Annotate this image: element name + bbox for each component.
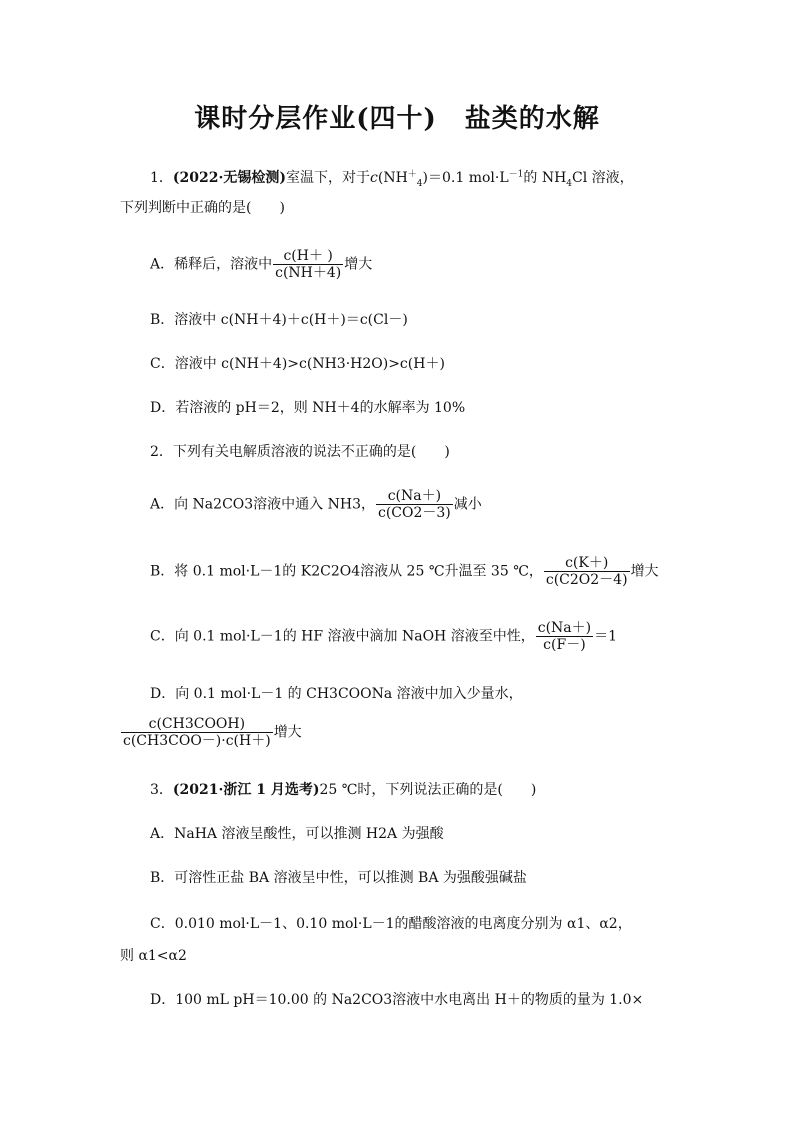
q3-number: 3． (150, 782, 173, 798)
q2-stem: 2．下列有关电解质溶液的说法不正确的是( ) (150, 444, 450, 460)
q2-a-tail: 减小 (453, 496, 482, 513)
q1-sup: ＋ (407, 169, 417, 180)
q1-option-c: C．溶液中 c(NH＋4)>c(NH3·H2O)>c(H＋) (150, 356, 445, 372)
q2-a-den: c(CO2－3) (377, 505, 451, 521)
q1-a-fraction (273, 248, 343, 281)
q2-option-d-formula (120, 716, 302, 749)
q1-a-tail: 增大 (344, 256, 373, 273)
q2-c-tail: ＝1 (594, 628, 618, 645)
q2-c-num: c(Na＋) (537, 620, 592, 636)
q1-c-symbol: c (370, 170, 378, 186)
q3-source: (2021·浙江 1 月选考) (172, 782, 320, 798)
q2-a-num: c(Na＋) (387, 488, 442, 504)
q3-option-c: C．0.010 mol·L－1、0.10 mol·L－1的醋酸溶液的电离度分别为 α1、α2， (150, 916, 632, 932)
q3-stem (150, 780, 536, 800)
q2-c-den: c(F－) (536, 636, 593, 653)
q1-stem-c: 的 NH (523, 170, 567, 186)
title-main: 课时分层作业(四十) (194, 104, 437, 134)
q1-a-label: A．稀释后，溶液中 (150, 256, 273, 273)
q2-option-d: D．向 0.1 mol·L－1 的 CH3COONa 溶液中加入少量水， (150, 686, 523, 702)
q3-option-c-cont: 则 α1<α2 (120, 948, 187, 964)
q2-option-b (150, 555, 659, 588)
q2-option-c (150, 620, 617, 653)
q2-option-a (150, 488, 482, 521)
q3-stem-text: 25 ℃时，下列说法正确的是( ) (319, 782, 537, 798)
q1-option-a (150, 248, 372, 281)
q1-a-num: c(H＋ ) (283, 248, 333, 264)
q3-option-d: D．100 mL pH＝10.00 的 Na2CO3溶液中水电离出 H＋的物质的量为 1.0× (150, 992, 644, 1008)
q2-c-label: C．向 0.1 mol·L－1的 HF 溶液中滴加 NaOH 溶液至中性， (150, 628, 535, 645)
q2-d-fraction (121, 716, 273, 749)
q2-a-fraction (376, 488, 453, 521)
q2-d-den: c(CH3COO－)·c(H＋) (123, 733, 271, 749)
q2-b-tail: 增大 (630, 563, 659, 580)
q2-b-den: c(C2O2－4) (545, 572, 628, 588)
q3-option-a: A．NaHA 溶液呈酸性，可以推测 H2A 为强酸 (150, 826, 444, 842)
title-sub: 盐类的水解 (464, 104, 600, 134)
q1-a-den: c(NH＋4) (275, 265, 342, 281)
q1-sub: 4 (416, 178, 423, 189)
q2-b-label: B．将 0.1 mol·L－1的 K2C2O4溶液从 25 ℃升温至 35 ℃， (150, 563, 543, 580)
q1-option-b: B．溶液中 c(NH＋4)＋c(H＋)＝c(Cl－) (150, 312, 408, 328)
q1-option-d: D．若溶液的 pH＝2，则 NH＋4的水解率为 10% (150, 400, 466, 416)
q2-b-fraction (544, 555, 630, 588)
q2-a-label: A．向 Na2CO3溶液中通入 NH3， (150, 496, 375, 513)
q1-sub-cl: 4 (566, 178, 573, 189)
q2-c-fraction (536, 620, 593, 653)
q1-source: (2022·无锡检测) (172, 170, 287, 186)
q1-stem-line1 (150, 168, 634, 188)
q2-d-tail: 增大 (273, 724, 302, 741)
q2-b-num: c(K＋) (565, 555, 609, 571)
q1-number: 1． (150, 170, 173, 186)
q1-stem-text: 室温下，对于 (286, 170, 371, 186)
q1-stem-line2: 下列判断中正确的是( ) (120, 200, 285, 216)
page-title (0, 98, 794, 135)
q1-exp: －1 (508, 169, 524, 180)
q3-option-b: B．可溶性正盐 BA 溶液呈中性，可以推测 BA 为强酸强碱盐 (150, 870, 527, 886)
q1-stem-d: Cl 溶液， (572, 170, 634, 186)
q2-d-num: c(CH3COOH) (148, 716, 246, 732)
q1-conc: )＝0.1 mol·L (422, 170, 509, 186)
q1-nh: (NH (377, 170, 408, 186)
